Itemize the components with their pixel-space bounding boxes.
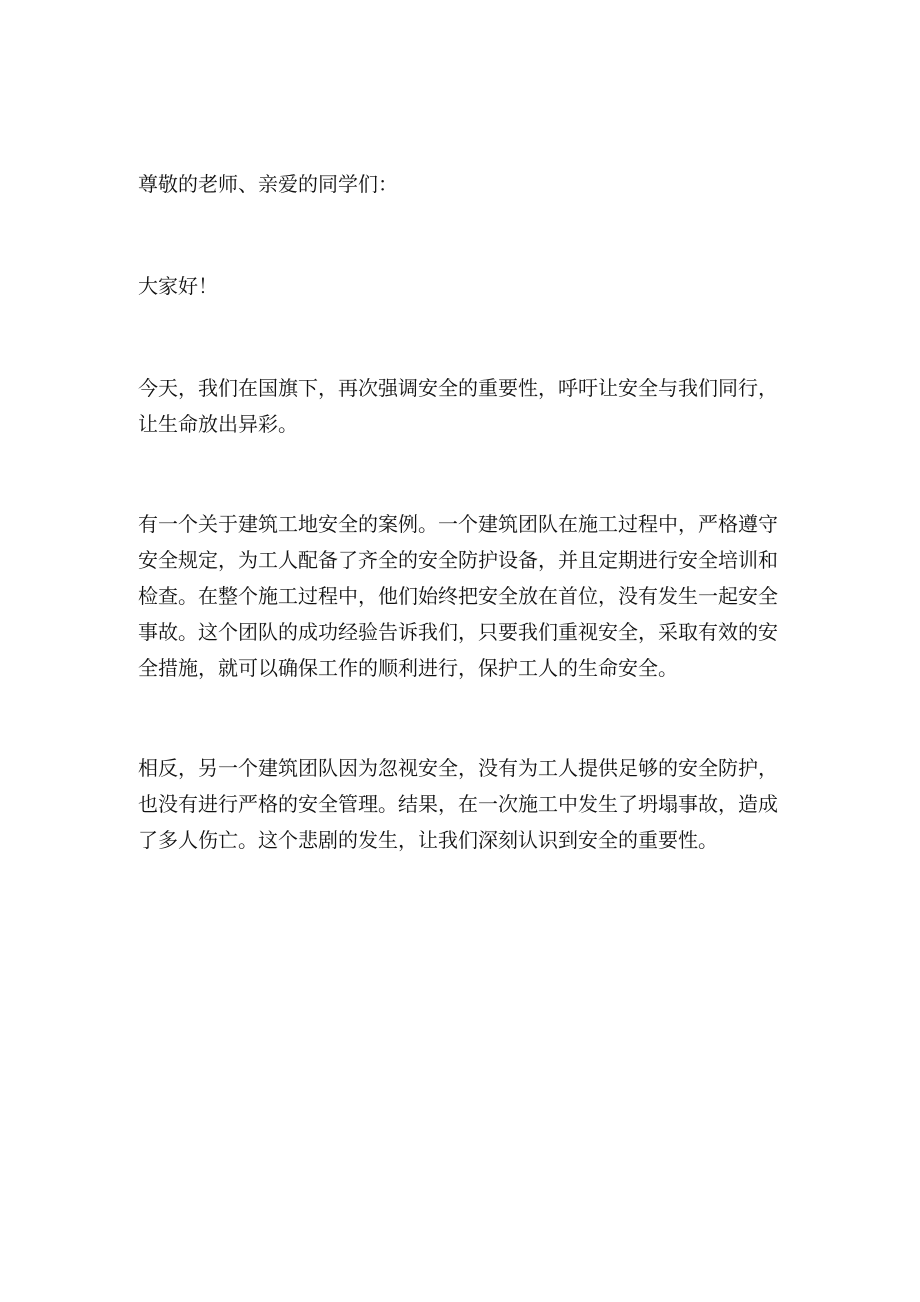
document-body [138,166,778,858]
paragraph-negative-case: 相反，另一个建筑团队因为忽视安全，没有为工人提供足够的安全防护，也没有进行严格的安全管理。结果，在一次施工中发生了坍塌事故，造成了多人伤亡。这个悲剧的发生，让我们深刻认识到安全的重要性。 [138,756,778,852]
paragraph-positive-case: 有一个关于建筑工地安全的案例。一个建筑团队在施工过程中，严格遵守安全规定，为工人配备了齐全的安全防护设备，并且定期进行安全培训和检查。在整个施工过程中，他们始终把安全放在首位，没有发生一起安全事故。这个团队的成功经验告诉我们，只要我们重视安全，采取有效的安全措施，就可以确保工作的顺利进行，保护工人的生命安全。 [138,512,778,680]
salutation: 尊敬的老师、亲爱的同学们： [138,172,398,196]
greeting: 大家好！ [138,274,218,298]
paragraph-intro: 今天，我们在国旗下，再次强调安全的重要性，呼吁让安全与我们同行，让生命放出异彩。 [138,376,778,436]
